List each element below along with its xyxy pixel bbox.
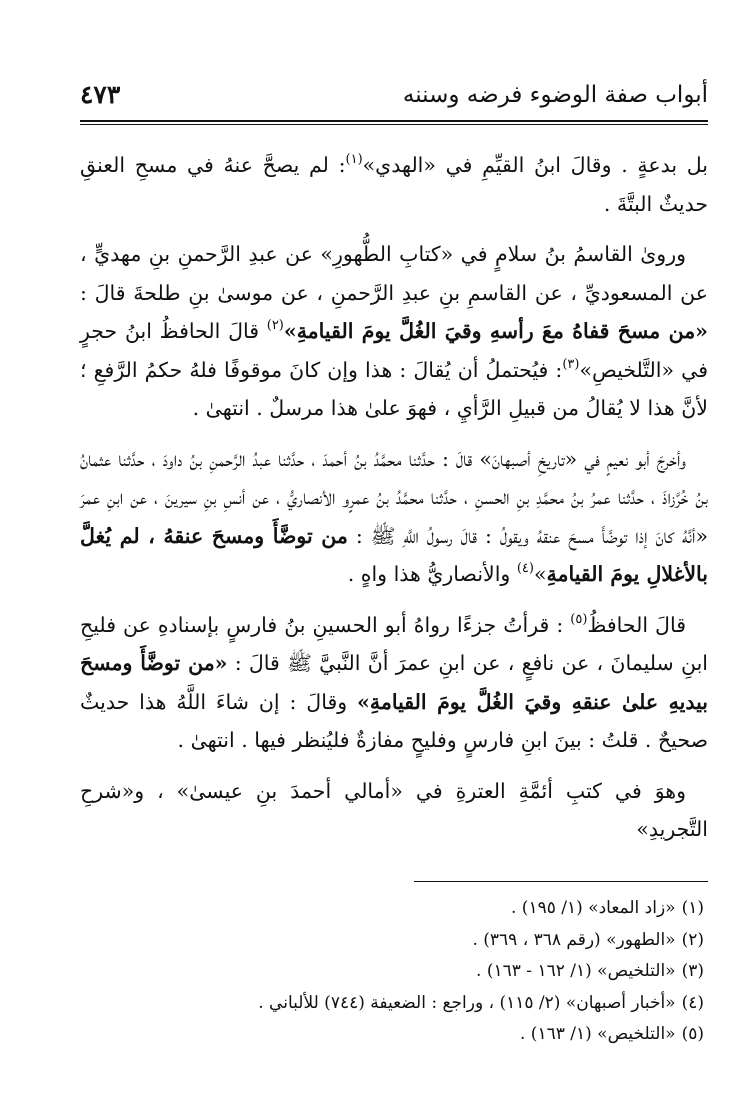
footnote-marker: (١) — [345, 152, 363, 167]
footnote-marker: (٣) — [562, 356, 580, 372]
book-page — [80, 76, 708, 1044]
paragraph — [80, 606, 708, 760]
paragraph — [80, 772, 708, 849]
footnote-number: (٥) — [681, 1024, 704, 1044]
footnote-number: (٤) — [681, 992, 704, 1013]
footnote-text: «التلخيص» (١/ ١٦٢ - ١٦٣) . — [476, 961, 676, 981]
footnote — [80, 1019, 708, 1051]
footnote — [80, 988, 708, 1020]
text-run: : فيُحتملُ أن يُقالَ : هذا وإن كانَ موقوفًا فلهُ حكمُ الرَّفعِ ؛ لأنَّ هذا لا يُقالُ من قبيلِ الرَّأيِ ، فهوَ علىٰ هذا مرسلٌ . انتهىٰ . — [80, 357, 708, 420]
main-text — [80, 146, 708, 861]
paragraph — [80, 440, 708, 594]
footnote-text: «أخبار أصبهان» (٢/ ١١٥) ، وراجع : الضعيفة (٧٤٤) للألباني . — [258, 992, 676, 1013]
text-run: والأنصاريُّ هذا واهٍ . — [347, 562, 517, 586]
footnote-separator — [414, 881, 708, 882]
text-run: قالَ الحافظُ ابنُ حجرٍ في «التَّلخيصِ» — [80, 319, 708, 382]
page-number: ٤٧٣ — [80, 80, 121, 109]
hadith-text: من توضَّأَ ومسحَ عنقهُ ، لم يُغلَّ بالأغلالِ يومَ القيامةِ — [80, 523, 708, 586]
footnote-number: (٢) — [681, 929, 704, 950]
text-run: قالَ الحافظُ — [587, 612, 686, 637]
text-run: : قرأتُ جزءًا رواهُ أبو الحسينِ بنُ فارسٍ بإسنادهِ عن فليحِ ابنِ سليمانَ ، عن نافعٍ ، عن ابنِ عمرَ أنَّ النَّبيَّ ﷺ قالَ : — [80, 612, 708, 675]
header-rule-thin — [80, 124, 708, 125]
footnote — [80, 956, 708, 988]
text-run: وروىٰ القاسمُ بنُ سلامٍ في «كتابِ الطُّهورِ» عن عبدِ الرَّحمنِ بنِ مهديٍّ ، عن المسعوديِّ ، عن القاسمِ بنِ عبدِ الرَّحمنِ ، عن موسىٰ بنِ طلحةَ قالَ : — [80, 242, 708, 305]
header-rule — [80, 120, 708, 122]
footnote-text: «التلخيص» (١/ ١٦٣) . — [520, 1024, 676, 1044]
footnote-text: «زاد المعاد» (١/ ١٩٥) . — [511, 898, 676, 918]
text-run: » — [533, 562, 547, 586]
paragraph — [80, 146, 708, 223]
hadith-text: «من توضَّأَ ومسحَ بيديهِ علىٰ عنقهِ وقيَ الغُلَّ يومَ القيامةِ» — [80, 651, 708, 714]
footnote-marker: (٢) — [266, 318, 284, 333]
paragraph — [80, 235, 708, 428]
footnote-text: «الطهور» (رقم ٣٦٨ ، ٣٦٩) . — [472, 929, 676, 950]
footnote — [80, 925, 708, 957]
hadith-text: «من مسحَ قفاهُ معَ رأسهِ وقيَ الغُلَّ يومَ القيامةِ» — [283, 319, 708, 343]
footnotes — [80, 893, 708, 1051]
chapter-title: أبواب صفة الوضوء فرضه وسننه — [402, 82, 708, 108]
footnote-number: (٣) — [681, 961, 704, 981]
text-run: وهوَ في كتبِ أئمَّةِ العترةِ في «أمالي أحمدَ بنِ عيسىٰ» ، و«شرحِ التَّجريدِ» — [80, 778, 708, 841]
footnote-number: (١) — [681, 898, 704, 918]
footnote-marker: (٥) — [570, 611, 588, 627]
text-run: بل بدعةٍ . وقالَ ابنُ القيِّمِ في «الهدي» — [362, 153, 708, 177]
text-run: : لم يصحَّ عنهُ في مسحِ العنقِ حديثٌ البتَّةَ . — [80, 153, 708, 216]
running-header — [80, 76, 708, 116]
text-run: وقالَ : إن شاءَ اللَّهُ هذا حديثٌ صحيحٌ . قلتُ : بينَ ابنِ فارسٍ وفليحٍ مفازةٌ فليُنظر فيها . انتهىٰ . — [80, 689, 708, 752]
text-run: وأخرجَ أبو نعيمٍ في «تاريخِ أصبهانَ» قالَ : حدَّثنا محمَّدُ بنُ أحمدَ ، حدَّثنا عبدُ الرَّحمنِ بنُ داودَ ، حدَّثنا عثمانُ بنُ خُرَّزاذَ ، حدَّثنا عمرُ بنُ محمَّدِ بنِ الحسنِ ، حدَّثنا محمَّدُ بنُ عمرٍو الأنصاريُّ ، عن أنسِ بنِ سيرينَ ، عن ابنِ عمرَ «أنَّهُ كانَ إذا توضَّأَ مسحَ عنقهُ ويقولُ : قالَ رسولُ اللَّهِ ﷺ : — [80, 446, 708, 548]
footnote-marker: (٤) — [516, 561, 534, 576]
footnote — [80, 893, 708, 925]
